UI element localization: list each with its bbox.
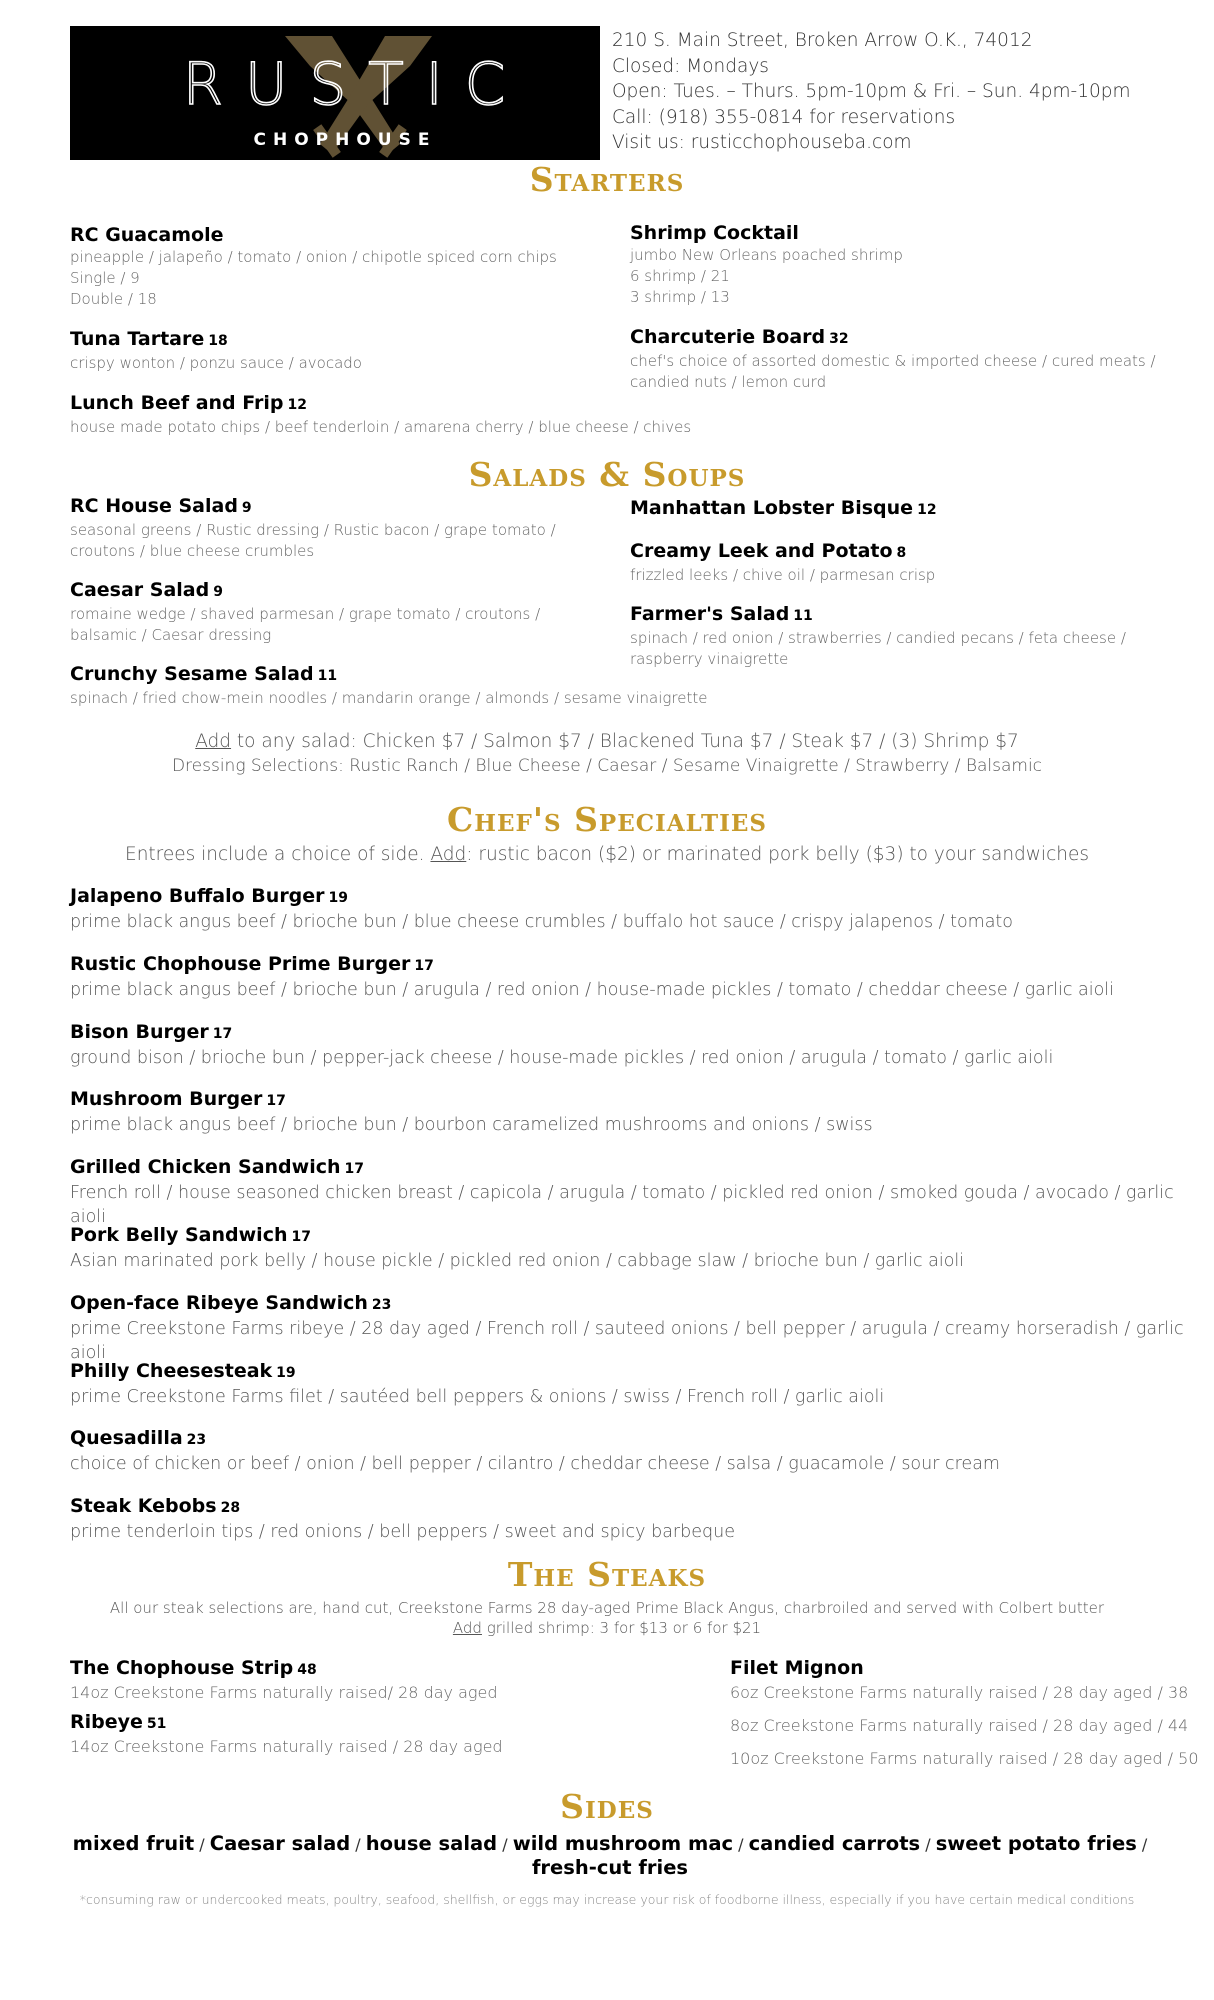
- sides-heading: Sides: [560, 1787, 654, 1826]
- item-name: Ribeye 51: [70, 1711, 167, 1733]
- item-desc: 14oz Creekstone Farms naturally raised / 28 day aged: [70, 1737, 503, 1756]
- sides-list: mixed fruit / Caesar salad / house salad / wild mushroom mac / candied carrots / sweet potato fries / fresh-cut fries: [72, 1832, 1148, 1879]
- menu-item: [70, 1156, 1214, 1229]
- item-price: 19: [276, 1365, 296, 1381]
- item-name: Farmer's Salad 11: [630, 603, 813, 625]
- item-desc: choice of chicken or beef / onion / bell pepper / cilantro / cheddar cheese / salsa / guacamole / sour cream: [70, 1454, 1000, 1474]
- menu-item: [70, 953, 1114, 1002]
- side-item: mixed fruit: [72, 1832, 195, 1855]
- logo-wordmark: RUSTIC: [182, 50, 528, 118]
- item-price: 17: [344, 1161, 364, 1177]
- item-option: 10oz Creekstone Farms naturally raised / 28 day aged / 50: [730, 1749, 1199, 1768]
- item-desc: candied nuts / lemon curd: [630, 373, 827, 391]
- item-desc: Asian marinated pork belly / house pickle / pickled red onion / cabbage slaw / brioche bun / garlic aioli: [70, 1251, 965, 1271]
- menu-item: [70, 663, 707, 709]
- item-desc: 14oz Creekstone Farms naturally raised/ 28 day aged: [70, 1683, 498, 1702]
- item-desc: pineapple / jalapeño / tomato / onion / chipotle spiced corn chips: [70, 248, 557, 266]
- dressing-selections: Dressing Selections: Rustic Ranch / Blue Cheese / Caesar / Sesame Vinaigrette / Strawberry / Balsamic: [171, 756, 1043, 776]
- side-item: candied carrots: [748, 1832, 921, 1855]
- item-price: 11: [317, 668, 338, 684]
- item-price: 17: [266, 1093, 286, 1109]
- item-desc: raspberry vinaigrette: [630, 650, 789, 668]
- item-price: 17: [212, 1026, 233, 1042]
- menu-item: [70, 328, 362, 374]
- item-price: 11: [793, 608, 813, 624]
- item-desc: house made potato chips / beef tenderloin / amarena cherry / blue cheese / chives: [70, 418, 692, 436]
- starters-heading: Starters: [529, 160, 685, 199]
- menu-item: [70, 1711, 503, 1757]
- item-price: 32: [829, 331, 849, 347]
- item-desc: prime Creekstone Farms ribeye / 28 day aged / French roll / sauteed onions / bell pepper / arugula / creamy horseradish / garlic aioli: [70, 1319, 1184, 1363]
- item-price: 48: [297, 1662, 317, 1678]
- closed-days: Closed: Mondays: [612, 55, 769, 77]
- item-desc: prime Creekstone Farms filet / sautéed bell peppers & onions / swiss / French roll / garlic aioli: [70, 1387, 885, 1407]
- menu-item: [70, 1088, 873, 1137]
- item-desc: prime black angus beef / brioche bun / bourbon caramelized mushrooms and onions / swiss: [70, 1115, 873, 1135]
- item-name: Rustic Chophouse Prime Burger 17: [70, 953, 434, 975]
- item-price: 9: [213, 584, 223, 600]
- steaks-note: All our steak selections are, hand cut, Creekstone Farms 28 day-aged Prime Black Angus, charbroiled and served with Colbert butter: [109, 1599, 1105, 1617]
- menu-item: [70, 1427, 1000, 1476]
- salad-add-ons: [0, 730, 1214, 754]
- item-name: Open-face Ribeye Sandwich 23: [70, 1292, 392, 1314]
- item-price: 23: [186, 1432, 207, 1448]
- side-item: Caesar salad: [209, 1832, 351, 1855]
- add-label: Add: [452, 1619, 482, 1637]
- item-name: Jalapeno Buffalo Burger 19: [70, 885, 349, 907]
- steaks-add-on: Add grilled shrimp: 3 for $13 or 6 for $21: [452, 1619, 762, 1637]
- item-price: 12: [287, 397, 307, 413]
- menu-item: [70, 1657, 498, 1703]
- side-item: house salad: [365, 1832, 498, 1855]
- item-name: Caesar Salad 9: [70, 579, 223, 601]
- item-desc: prime black angus beef / brioche bun / arugula / red onion / house-made pickles / tomato / cheddar cheese / garlic aioli: [70, 980, 1115, 1000]
- chefs-specialties-heading: Chef's Specialties: [447, 800, 767, 839]
- item-name: Grilled Chicken Sandwich 17: [70, 1156, 364, 1178]
- side-item: sweet potato fries: [935, 1832, 1137, 1855]
- menu-item: [70, 1495, 735, 1544]
- item-desc: prime tenderloin tips / red onions / bell peppers / sweet and spicy barbeque: [70, 1522, 735, 1542]
- item-desc: ground bison / brioche bun / pepper-jack cheese / house-made pickles / red onion / arugula / tomato / garlic aioli: [70, 1048, 1054, 1068]
- entree-note: Entrees include a choice of side. Add: rustic bacon ($2) or marinated pork belly ($3) to your sandwiches: [125, 844, 1089, 865]
- item-name: The Chophouse Strip 48: [70, 1657, 317, 1679]
- item-price: 12: [917, 502, 937, 518]
- item-price: 9: [241, 500, 252, 516]
- item-option: 3 shrimp / 13: [630, 288, 730, 306]
- item-name: Creamy Leek and Potato 8: [630, 540, 907, 562]
- menu-item: [70, 392, 691, 438]
- logo-subtitle: CHOPHOUSE: [253, 130, 437, 150]
- item-desc: chef's choice of assorted domestic & imported cheese / cured meats /: [630, 352, 1156, 370]
- item-price: 23: [371, 1297, 392, 1313]
- item-desc: frizzled leeks / chive oil / parmesan crisp: [630, 566, 936, 584]
- menu-item: [630, 540, 935, 586]
- menu-item: [70, 1021, 1053, 1070]
- item-name: Tuna Tartare 18: [70, 328, 228, 350]
- item-name: Lunch Beef and Frip 12: [70, 392, 307, 414]
- add-label: Add: [430, 844, 467, 865]
- menu-item: [70, 885, 1013, 934]
- item-price: 28: [220, 1500, 241, 1516]
- item-name: RC House Salad 9: [70, 495, 252, 517]
- menu-item: [730, 1657, 1199, 1775]
- item-option: Single / 9: [70, 269, 140, 287]
- item-price: 19: [328, 890, 349, 906]
- item-name: Pork Belly Sandwich 17: [70, 1224, 311, 1246]
- menu-item: [70, 579, 540, 646]
- menu-item: [630, 497, 937, 522]
- menu-item: [70, 495, 556, 562]
- item-price: 8: [896, 545, 907, 561]
- side-item: fresh-cut fries: [531, 1856, 689, 1879]
- item-desc: spinach / fried chow-mein noodles / mandarin orange / almonds / sesame vinaigrette: [70, 689, 708, 707]
- item-price: 51: [146, 1716, 167, 1732]
- item-option: Double / 18: [70, 290, 157, 308]
- menu-item: [70, 1360, 884, 1409]
- item-desc: French roll / house seasoned chicken breast / capicola / arugula / tomato / pickled red onion / smoked gouda / avocado / garlic aioli: [70, 1183, 1174, 1227]
- add-label: Add: [195, 731, 232, 752]
- item-desc: crispy wonton / ponzu sauce / avocado: [70, 354, 362, 372]
- item-option: 6oz Creekstone Farms naturally raised / 28 day aged / 38: [730, 1683, 1189, 1702]
- website[interactable]: Visit us: rusticchophouseba.com: [612, 132, 912, 153]
- item-name: Philly Cheesesteak 19: [70, 1360, 296, 1382]
- menu-item: [70, 1224, 964, 1273]
- menu-item: [630, 603, 1126, 670]
- steaks-heading: The Steaks: [507, 1555, 707, 1594]
- item-desc: prime black angus beef / brioche bun / blue cheese crumbles / buffalo hot sauce / crispy jalapenos / tomato: [70, 912, 1014, 932]
- salads-soups-heading: Salads & Soups: [468, 455, 746, 494]
- item-desc: spinach / red onion / strawberries / candied pecans / feta cheese /: [630, 629, 1126, 647]
- item-name: Crunchy Sesame Salad 11: [70, 663, 338, 685]
- item-desc: romaine wedge / shaved parmesan / grape tomato / croutons /: [70, 605, 541, 623]
- item-name: Charcuterie Board 32: [630, 326, 849, 348]
- item-name: Shrimp Cocktail: [630, 222, 799, 244]
- menu-item: [70, 224, 557, 310]
- item-price: 18: [208, 333, 228, 349]
- phone-reservations: Call: (918) 355-0814 for reservations: [612, 106, 956, 128]
- food-safety-disclaimer: *consuming raw or undercooked meats, poultry, seafood, shellfish, or eggs may increase your risk of foodborne illness, especially if you have certain medical conditions: [79, 1892, 1135, 1907]
- item-name: Quesadilla 23: [70, 1427, 207, 1449]
- item-name: RC Guacamole: [70, 224, 224, 246]
- side-item: wild mushroom mac: [512, 1832, 734, 1855]
- item-option: 8oz Creekstone Farms naturally raised / 28 day aged / 44: [730, 1716, 1189, 1735]
- add-ons-text: to any salad: Chicken $7 / Salmon $7 / Blackened Tuna $7 / Steak $7 / (3) Shrimp $7: [231, 731, 1019, 752]
- item-price: 17: [291, 1229, 311, 1245]
- restaurant-logo: [70, 26, 600, 160]
- item-desc: seasonal greens / Rustic dressing / Rustic bacon / grape tomato /: [70, 521, 556, 539]
- item-name: Filet Mignon: [730, 1657, 864, 1679]
- item-desc: balsamic / Caesar dressing: [70, 626, 272, 644]
- item-name: Bison Burger 17: [70, 1021, 233, 1043]
- menu-item: [630, 222, 903, 308]
- item-name: Mushroom Burger 17: [70, 1088, 286, 1110]
- item-price: 17: [414, 958, 434, 974]
- item-desc: jumbo New Orleans poached shrimp: [630, 246, 903, 264]
- item-name: Steak Kebobs 28: [70, 1495, 241, 1517]
- restaurant-info: [612, 28, 1131, 156]
- item-option: 6 shrimp / 21: [630, 267, 730, 285]
- item-name: Manhattan Lobster Bisque 12: [630, 497, 937, 519]
- address: 210 S. Main Street, Broken Arrow O.K., 74012: [612, 30, 1033, 51]
- item-desc: croutons / blue cheese crumbles: [70, 542, 315, 560]
- menu-item: [630, 326, 1156, 393]
- menu-item: [70, 1292, 1214, 1365]
- opening-hours: Open: Tues. – Thurs. 5pm-10pm & Fri. – Sun. 4pm-10pm: [612, 81, 1131, 102]
